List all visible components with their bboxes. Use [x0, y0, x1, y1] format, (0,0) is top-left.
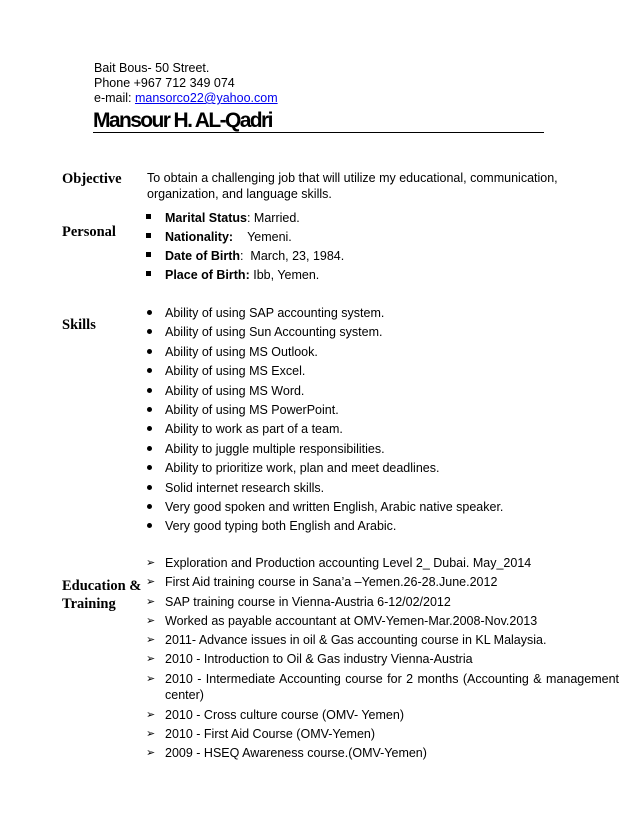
- list-item: ➢ 2009 - HSEQ Awareness course.(OMV-Yemen): [147, 745, 619, 762]
- list-item: Ability to prioritize work, plan and meet deadlines.: [147, 459, 503, 478]
- list-item: ➢ SAP training course in Vienna-Austria 6-12/02/2012: [147, 594, 619, 611]
- list-item: Ability of using Sun Accounting system.: [147, 323, 503, 342]
- list-item: Ability of using MS PowerPoint.: [147, 401, 503, 420]
- list-item: ➢ 2011- Advance issues in oil & Gas accounting course in KL Malaysia.: [147, 632, 619, 649]
- list-item: ➢ 2010 - Cross culture course (OMV- Yemen): [147, 707, 619, 724]
- list-item: Ability of using SAP accounting system.: [147, 304, 503, 323]
- email-line: [94, 91, 278, 106]
- list-item: ➢ Worked as payable accountant at OMV-Yemen-Mar.2008-Nov.2013: [147, 613, 619, 630]
- list-item: Very good typing both English and Arabic.: [147, 517, 503, 536]
- header-divider: [93, 132, 544, 133]
- list-item: ➢ 2010 - Introduction to Oil & Gas industry Vienna-Austria: [147, 651, 619, 668]
- address: Bait Bous- 50 Street.: [94, 61, 210, 75]
- personal-item-place-of-birth: Place of Birth: Ibb, Yemen.: [147, 266, 344, 285]
- list-item: Ability of using MS Word.: [147, 382, 503, 401]
- email-link[interactable]: mansorco22@yahoo.com: [134, 91, 278, 105]
- skills-heading: Skills: [62, 317, 96, 333]
- education-list: [147, 555, 619, 764]
- objective-text: To obtain a challenging job that will utilize my educational, communication, organization, and language skills.: [147, 171, 558, 201]
- list-item: Ability of using MS Outlook.: [147, 343, 503, 362]
- personal-item-date-of-birth: Date of Birth: March, 23, 1984.: [147, 247, 344, 266]
- phone: Phone +967 712 349 074: [94, 76, 235, 90]
- skills-list: [147, 304, 503, 537]
- objective-heading: Objective: [62, 171, 122, 187]
- personal-heading: Personal: [62, 224, 116, 240]
- list-item: ➢ Exploration and Production accounting Level 2_ Dubai. May_2014: [147, 555, 619, 572]
- candidate-name: Mansour H. AL-Qadri: [93, 109, 272, 132]
- personal-item-marital-status: Marital Status: Married.: [147, 209, 344, 228]
- list-item: ➢ 2010 - Intermediate Accounting course for 2 months (Accounting & management center): [147, 671, 619, 704]
- contact-block: [94, 61, 278, 106]
- personal-item-nationality: Nationality: Yemeni.: [147, 228, 344, 247]
- personal-list: [147, 209, 344, 285]
- list-item: Ability to juggle multiple responsibilities.: [147, 440, 503, 459]
- list-item: Ability to work as part of a team.: [147, 420, 503, 439]
- list-item: ➢ 2010 - First Aid Course (OMV-Yemen): [147, 726, 619, 743]
- list-item: Very good spoken and written English, Arabic native speaker.: [147, 498, 503, 517]
- list-item: Solid internet research skills.: [147, 479, 503, 498]
- email-label: e-mail:: [94, 91, 135, 105]
- education-heading: Education & Training: [62, 578, 142, 612]
- list-item: Ability of using MS Excel.: [147, 362, 503, 381]
- list-item: ➢ First Aid training course in Sana’a –Yemen.26-28.June.2012: [147, 574, 619, 591]
